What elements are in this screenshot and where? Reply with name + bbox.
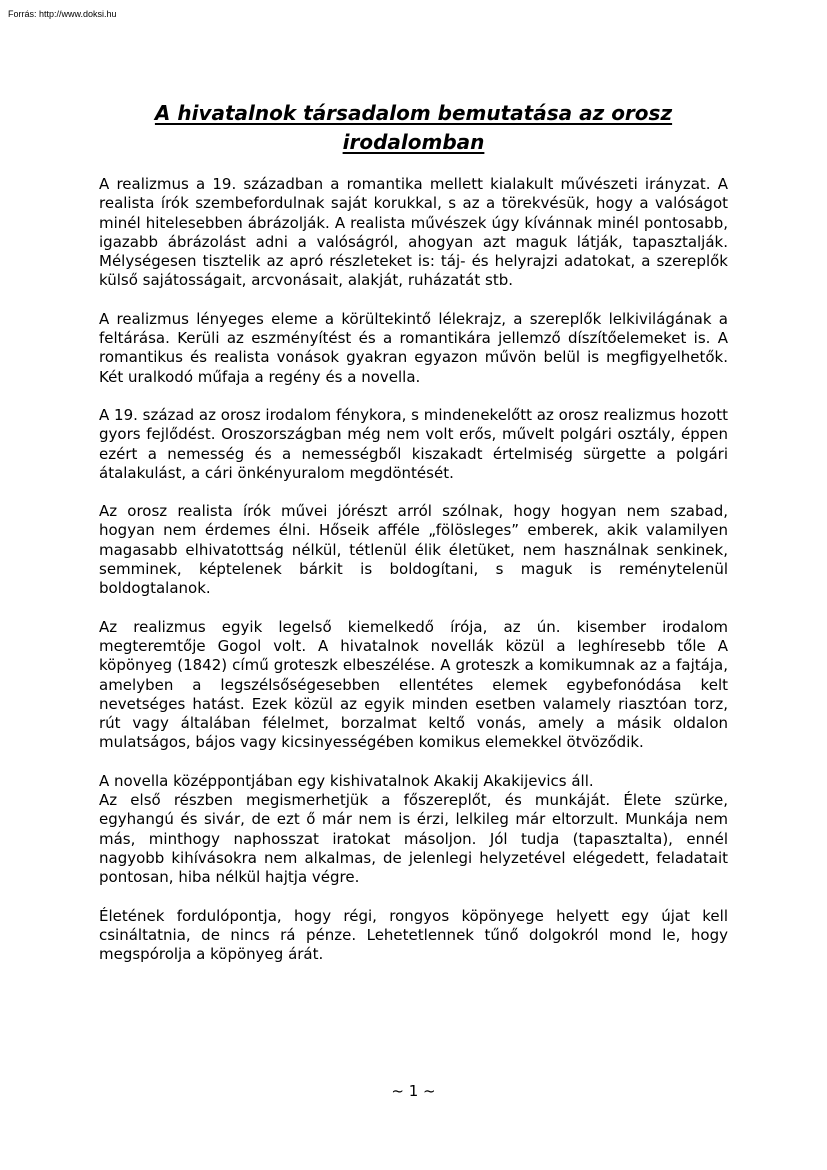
paragraph-realism-psychology: A realizmus lényeges eleme a körültekintő lélekrajz, a szereplők lelkivilágának a feltárása. Kerüli az eszményítést és a romantikára jellemző díszítőelemeket is. A romantikus és realista vonások gyakran egyazon művön belül is megfigyelhetők. Két uralkodó műfaja a regény és a novella. — [99, 309, 728, 386]
document-title-line-2: irodalomban — [342, 130, 485, 154]
paragraph-realism-intro: A realizmus a 19. században a romantika mellett kialakult művészeti irányzat. A realista írók szembefordulnak saját korukkal, s az a törekvésük, hogy a valóságot minél hitelesebben ábrázolják. A realista művészek úgy kívánnak minél pontosabb, igazabb ábrázolást adni a valóságról, ahogyan azt maguk látják, tapasztalják. Mélységesen tisztelik az apró részleteket is: táj- és helyrajzi adatokat, a szereplők külső sajátosságait, arcvonásait, alakját, ruházatát stb. — [99, 175, 728, 290]
paragraph-novella-center: A novella középpontjában egy kishivatalnok Akakij Akakijevics áll. — [99, 771, 594, 790]
document-title — [99, 99, 728, 157]
paragraph-russian-literature: A 19. század az orosz irodalom fénykora, s mindenekelőtt az orosz realizmus hozott gyors fejlődést. Oroszországban még nem volt erős, művelt polgári osztály, éppen ezért a nemesség és a nemességből kiszakadt értelmiség sürgette a polgári átalakulást, a cári önkényuralom megdöntését. — [99, 405, 728, 482]
document-title-line-1: A hivatalnok társadalom bemutatása az orosz — [154, 101, 673, 125]
paragraph-turning-point: Életének fordulópontja, hogy régi, rongyos köpönyege helyett egy újat kell csináltatnia, de nincs rá pénze. Lehetetlennek tűnő dolgokról mond le, hogy megspórolja a köpönyeg árát. — [99, 906, 728, 964]
paragraph-russian-realist-writers: Az orosz realista írók művei jórészt arról szólnak, hogy hogyan nem szabad, hogyan nem érdemes élni. Hőseik afféle „fölösleges” emberek, akik valamilyen magasabb elhivatottság nélkül, tétlenül élik életüket, nem használnak senkinek, semminek, képtelenek bárkit is boldogítani, s maguk is reménytelenül boldogtalanok. — [99, 502, 728, 598]
paragraph-gogol-grotesque: Az realizmus egyik legelső kiemelkedő írója, az ún. kisember irodalom megteremtője Gogol volt. A hivatalnok novellák közül a leghíresebb tőle A köpönyeg (1842) című groteszk elbeszélése. A groteszk a komikumnak az a fajtája, amelyben a legszélsőségesebben ellentétes elemek egybefonódása kelt nevetséges hatást. Ezek közül az egyik minden esetben valamely riasztóan torz, rút vagy általában félelmet, borzalmat keltő vonás, amely a másik oldalon mulatságos, bájos vagy kicsinyességében komikus elemekkel ötvöződik. — [99, 617, 728, 752]
source-label: Forrás: http://www.doksi.hu — [8, 9, 117, 19]
paragraph-protagonist-life: Az első részben megismerhetjük a főszereplőt, és munkáját. Élete szürke, egyhangú és sivár, de ezt ő már nem is érzi, lelkileg már eltorzult. Munkája nem más, minthogy naphosszat iratokat másoljon. Jól tudja (tapasztalta), ennél nagyobb kihívásokra nem alkalmas, de jelenlegi helyzetével elégedett, feladatait pontosan, hiba nélkül hajtja végre. — [99, 791, 728, 887]
page-number: ~ 1 ~ — [391, 1082, 436, 1100]
document-body — [99, 175, 728, 983]
